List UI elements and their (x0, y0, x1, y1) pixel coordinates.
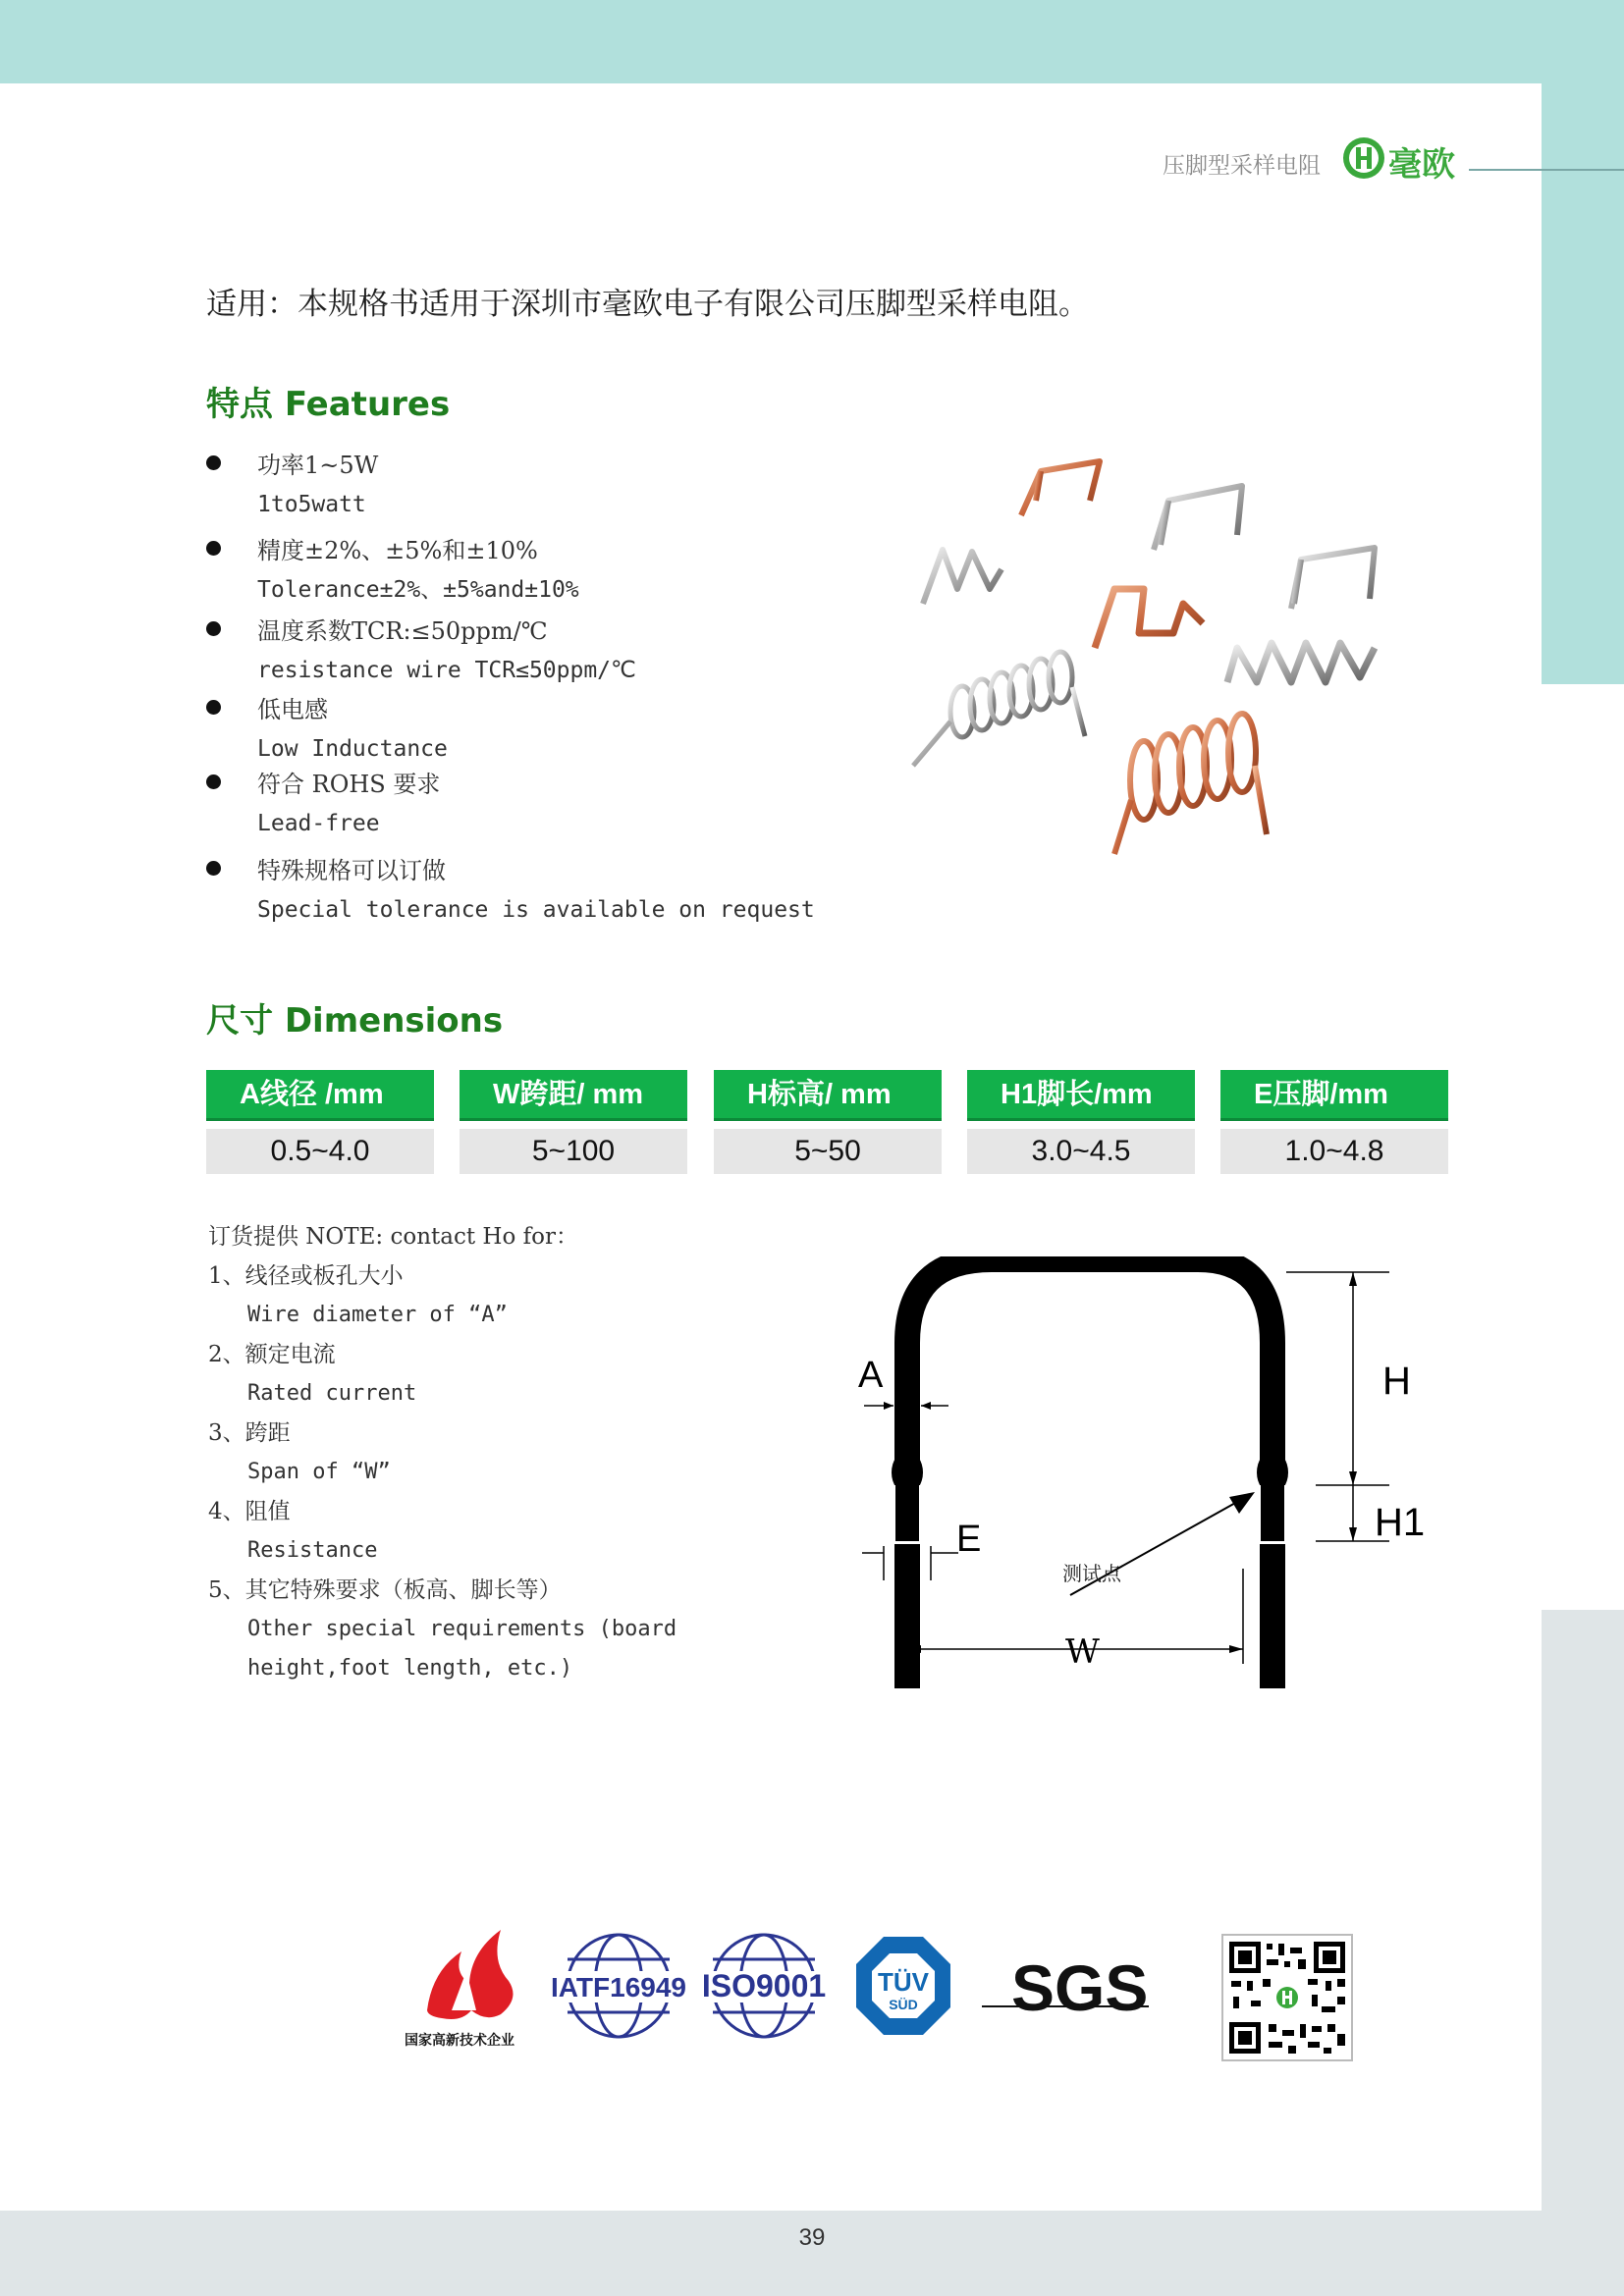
ordering-notes (208, 1217, 719, 1688)
dimension-header: E压脚/mm (1220, 1070, 1448, 1121)
label-a: A (858, 1355, 884, 1396)
feature-item (204, 612, 911, 690)
feature-list (204, 446, 911, 930)
dimension-column (1220, 1070, 1448, 1174)
note-en-continued: height,foot length, etc.) (247, 1656, 573, 1681)
feature-en: Special tolerance is available on request (257, 897, 815, 923)
label-h1: H1 (1375, 1501, 1426, 1544)
bullet-icon (206, 621, 221, 636)
high-tech-label: 国家高新技术企业 (405, 2033, 514, 2049)
dimensions-table (206, 1070, 1448, 1178)
dimension-header: H1脚长/mm (967, 1070, 1195, 1121)
header-product-name: 压脚型采样电阻 (1163, 153, 1321, 179)
dimension-column (714, 1070, 942, 1174)
bullet-icon (206, 700, 221, 715)
feature-item (204, 851, 911, 930)
right-color-band-top (1542, 83, 1624, 684)
dimension-diagram (844, 1256, 1463, 1688)
notes-heading: 订货提供 NOTE: contact Ho for： (208, 1224, 578, 1250)
dimension-value: 3.0~4.5 (967, 1129, 1195, 1174)
iso-label: ISO9001 (701, 1968, 827, 2003)
tuv-sud-logo (856, 1937, 950, 2035)
page-number: 39 (798, 2224, 826, 2251)
feature-cn: 符合 ROHS 要求 (257, 771, 441, 798)
dimension-value: 0.5~4.0 (206, 1129, 434, 1174)
feature-en: Tolerance±2%、±5%and±10% (257, 577, 579, 603)
note-en: Other special requirements (board (247, 1617, 677, 1641)
note-cn: 3、跨距 (208, 1420, 291, 1446)
resistor-product-photo (903, 442, 1404, 918)
note-cn: 5、其它特殊要求（板高、脚长等） (208, 1577, 562, 1603)
dimension-column (967, 1070, 1195, 1174)
feature-item (204, 690, 911, 765)
label-test-point: 测试点 (1062, 1562, 1121, 1585)
feature-cn: 特殊规格可以订做 (257, 857, 446, 884)
note-en: Span of “W” (247, 1460, 391, 1484)
note-en: Wire diameter of “A” (247, 1303, 508, 1327)
label-h: H (1382, 1360, 1411, 1403)
feature-en: Low Inductance (257, 736, 448, 762)
certification-logos (393, 1912, 1159, 2059)
bullet-icon (206, 861, 221, 876)
feature-cn: 温度系数TCR:≤50ppm/℃ (257, 617, 548, 645)
feature-en: 1to5watt (257, 492, 366, 517)
dimension-header: A线径 /mm (206, 1070, 434, 1121)
feature-en: Lead-free (257, 811, 380, 836)
bullet-icon (206, 774, 221, 789)
feature-cn: 精度±2%、±5%和±10% (257, 537, 538, 564)
qr-code[interactable] (1221, 1934, 1353, 2061)
bullet-icon (206, 541, 221, 556)
scope-statement: 适用：本规格书适用于深圳市毫欧电子有限公司压脚型采样电阻。 (206, 287, 1089, 322)
tuv-sub-label: SÜD (889, 1997, 918, 2012)
header-brand-name: 毫欧 (1388, 145, 1455, 185)
iatf-label: IATF16949 (551, 1972, 686, 2002)
dimension-header: H标高/ mm (714, 1070, 942, 1121)
dimension-value: 5~100 (460, 1129, 687, 1174)
sgs-label: SGS (1011, 1951, 1149, 2024)
feature-cn: 低电感 (257, 696, 328, 723)
note-cn: 2、额定电流 (208, 1342, 336, 1367)
brand-logo-icon (1341, 135, 1386, 181)
feature-item (204, 531, 911, 612)
dimension-header: W跨距/ mm (460, 1070, 687, 1121)
note-en: Rated current (247, 1381, 417, 1406)
feature-item (204, 765, 911, 851)
dimension-column (460, 1070, 687, 1174)
header-rule (1469, 169, 1624, 171)
note-cn: 1、线径或板孔大小 (208, 1263, 404, 1289)
right-color-band-bottom (1542, 1610, 1624, 2296)
resistor-outline (907, 1259, 1272, 1688)
dimension-value: 5~50 (714, 1129, 942, 1174)
top-color-band (0, 0, 1624, 83)
note-cn: 4、阻值 (208, 1499, 291, 1524)
high-tech-enterprise-logo (405, 1930, 514, 2049)
dimension-column (206, 1070, 434, 1174)
bullet-icon (206, 455, 221, 470)
label-w: W (1065, 1632, 1100, 1672)
feature-item (204, 446, 911, 531)
feature-cn: 功率1~5W (257, 452, 379, 479)
label-e: E (956, 1519, 982, 1560)
dimensions-title: 尺寸 Dimensions (206, 1001, 504, 1041)
note-en: Resistance (247, 1538, 378, 1563)
tuv-label: TÜV (878, 1967, 929, 1997)
dimension-value: 1.0~4.8 (1220, 1129, 1448, 1174)
feature-en: resistance wire TCR≤50ppm/℃ (257, 658, 636, 683)
features-title: 特点 Features (206, 385, 451, 424)
